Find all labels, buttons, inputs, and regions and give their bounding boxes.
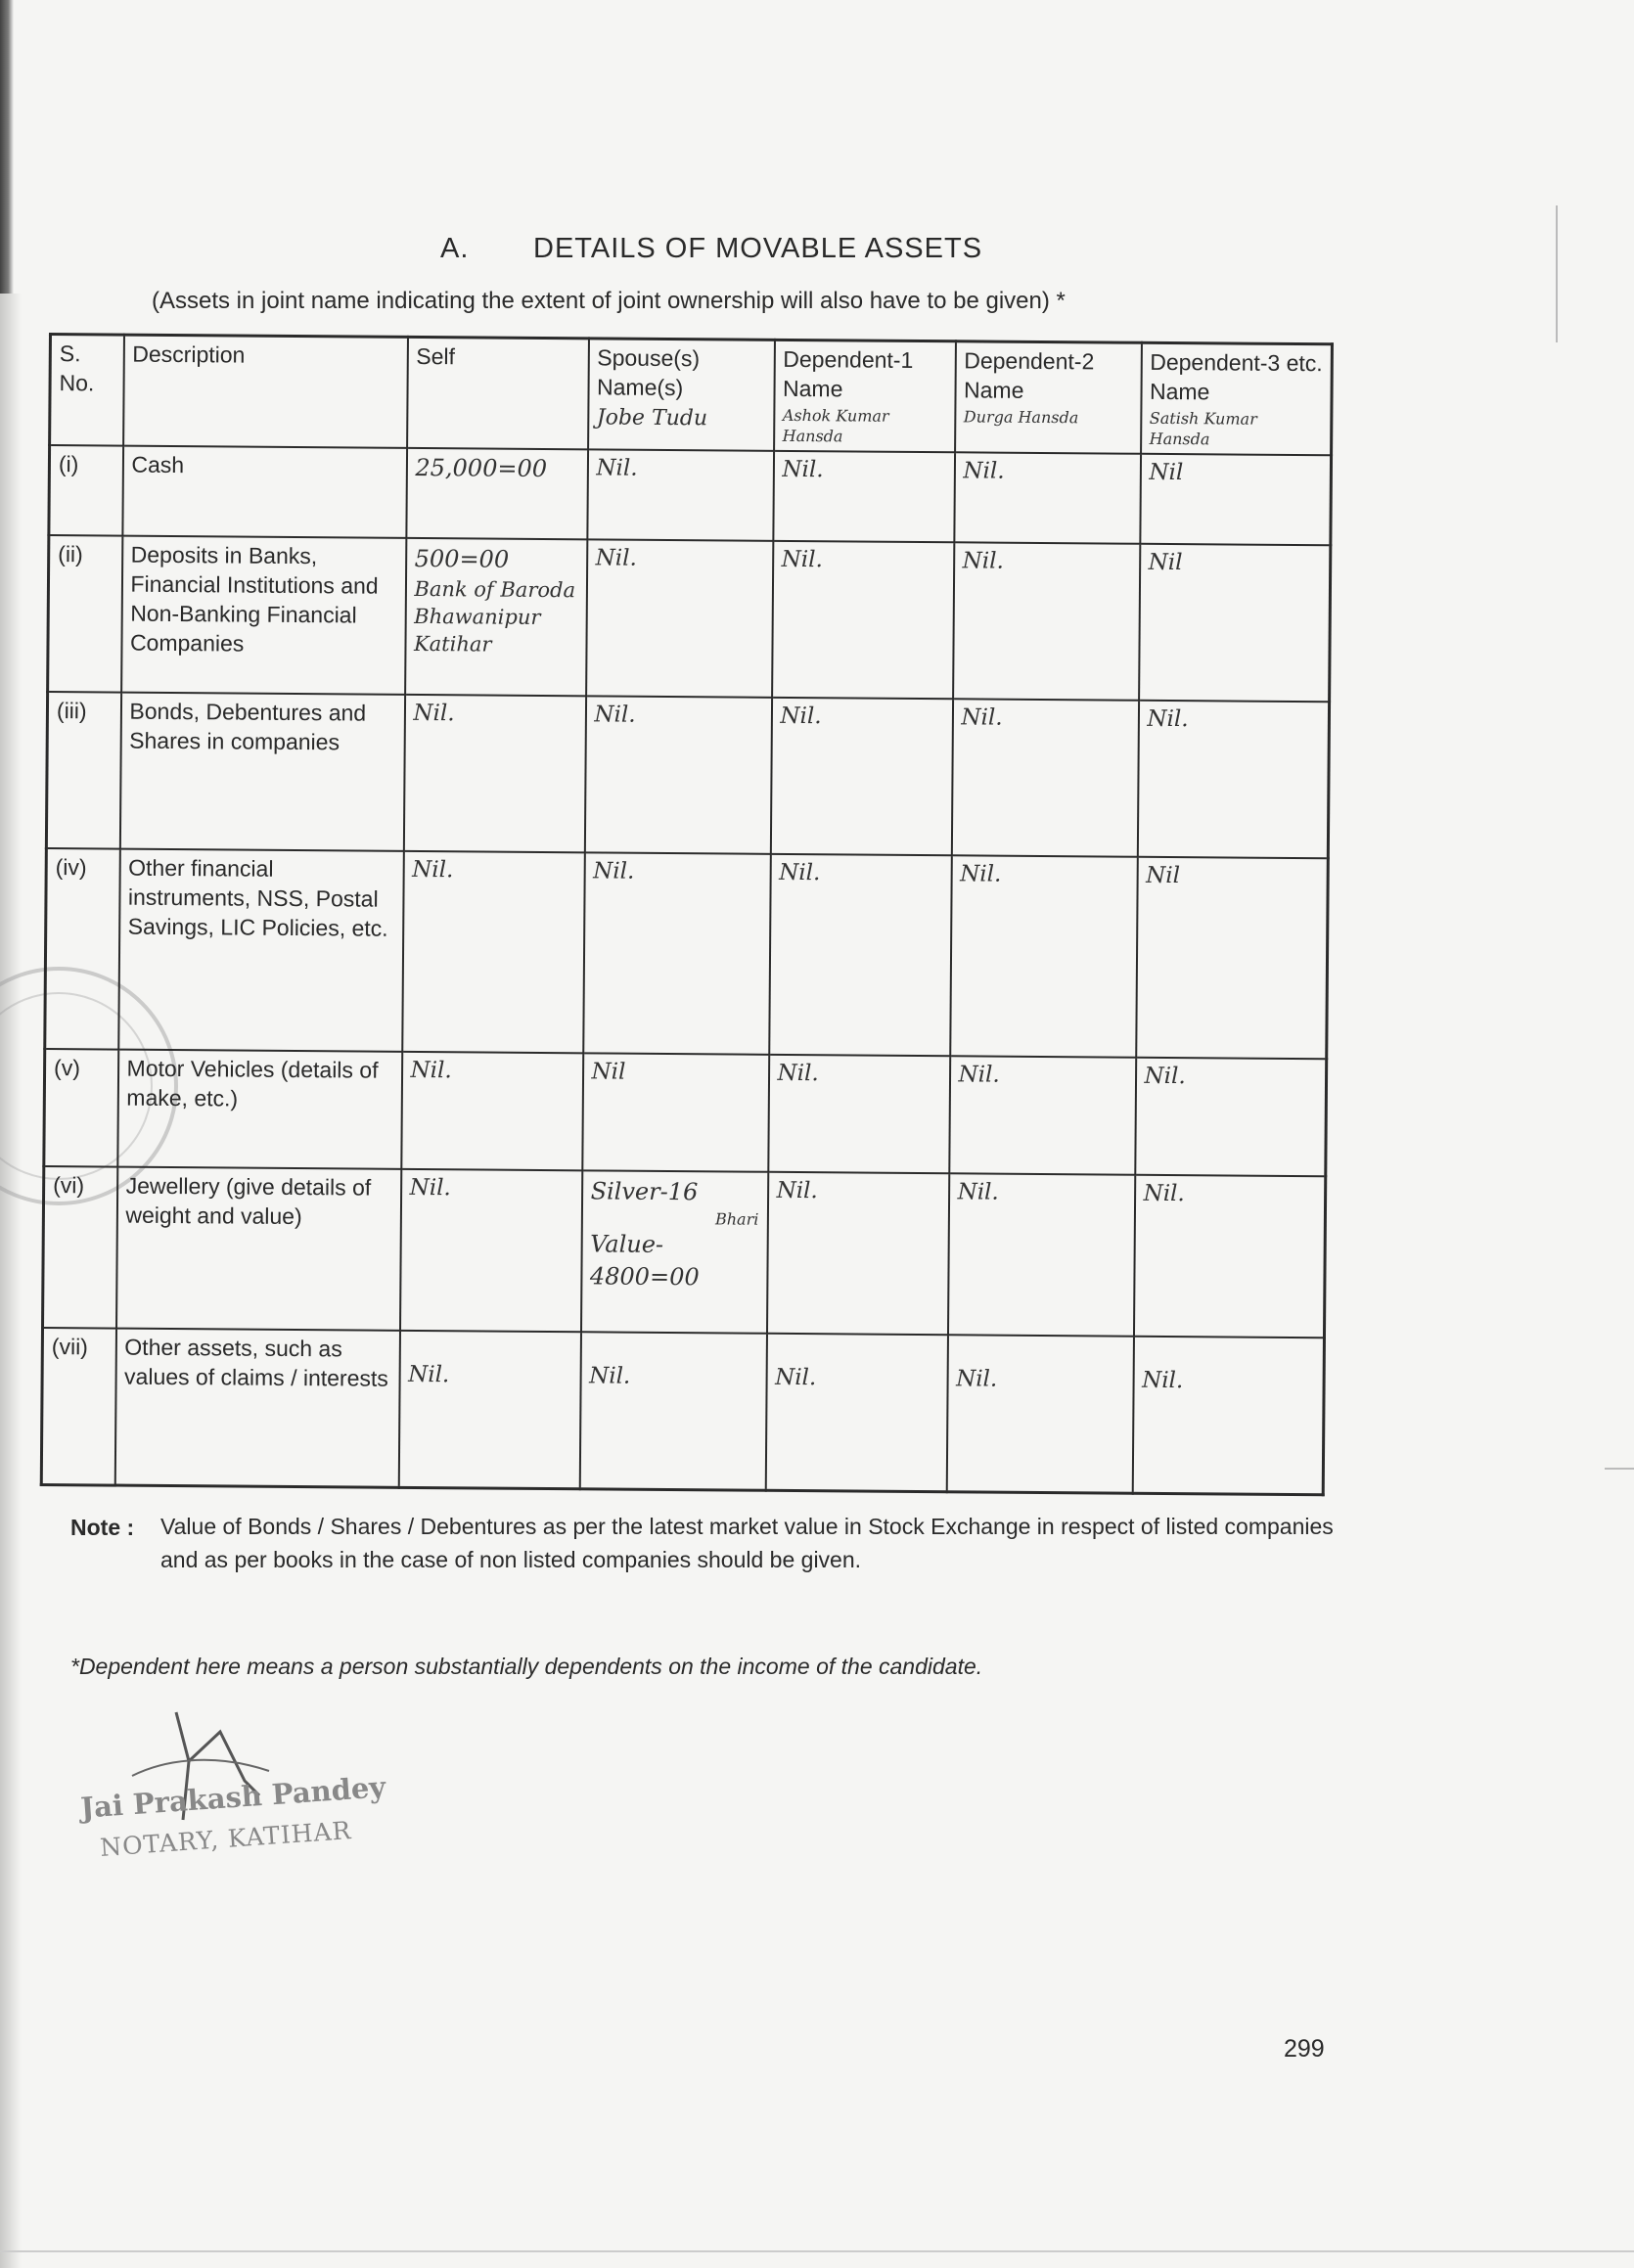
movable-assets-table [40,333,1334,1496]
row-description: Other financial instruments, NSS, Postal Savings, LIC Policies, etc. [118,849,404,1052]
table-row [46,692,1329,858]
header-dependent-3-name: Satish Kumar Hansda [1149,408,1257,448]
header-description: Description [123,335,408,448]
header-dependent-2-label: Dependent-2 Name [963,347,1095,403]
cell-dependent-2: Nil. [946,1336,1133,1493]
cell-spouse: Nil. [583,853,771,1055]
cell-dependent-1: Nil. [768,1055,950,1173]
cell-dependent-3: Nil. [1132,1337,1324,1495]
row-description: Jewellery (give details of weight and value) [116,1167,401,1331]
scan-artifact [1556,205,1558,342]
table-row [43,1166,1326,1338]
cell-spouse: Nil. [586,540,773,698]
notary-place: NOTARY, KATIHAR [99,1816,353,1862]
row-sno: (v) [44,1049,118,1167]
section-letter: A. [440,233,470,264]
header-dependent-3 [1141,342,1333,455]
cell-dependent-3: Nil [1140,454,1332,546]
row-description: Cash [122,446,407,538]
cell-spouse-jewellery-value: 4800=00 [589,1262,700,1291]
header-dependent-2-name: Durga Hansda [963,407,1079,428]
cell-dependent-2: Nil. [953,543,1140,701]
cell-dependent-1: Nil. [772,541,954,699]
cell-dependent-1: Nil. [766,1172,948,1335]
header-spouse-name: Jobe Tudu [596,405,708,431]
cell-dependent-3: Nil [1139,544,1331,703]
cell-spouse-jewellery-weight: Silver-16 [590,1177,699,1206]
cell-self-bank-note: Bank of Baroda Bhawanipur Katihar [413,576,576,658]
cell-dependent-2: Nil. [947,1174,1134,1337]
row-description: Bonds, Debentures and Shares in companies [119,693,404,851]
row-description: Deposits in Banks, Financial Institutions and Non-Banking Financial Companies [121,536,406,695]
cell-dependent-1: Nil. [773,451,955,542]
header-sno: S. No. [50,335,124,446]
row-sno: (iv) [45,848,120,1050]
table-row [49,445,1332,545]
cell-dependent-1: Nil. [769,854,952,1056]
row-sno: (ii) [48,535,122,693]
cell-dependent-3: Nil. [1133,1175,1325,1338]
cell-self: Nil. [398,1331,580,1488]
cell-spouse: Nil. [579,1333,766,1490]
cell-self: Nil. [401,1052,583,1170]
cell-spouse: Nil [582,1054,769,1172]
header-spouse [588,339,775,451]
row-sno: (i) [49,445,123,536]
cell-dependent-1: Nil. [765,1334,947,1491]
header-dependent-3-label: Dependent-3 etc. Name [1149,348,1323,405]
cell-dependent-1: Nil. [770,698,952,855]
header-dependent-2 [955,341,1142,454]
cell-spouse-jewellery-unit: Bhari [714,1209,759,1229]
cell-dependent-3: Nil. [1135,1058,1327,1177]
cell-spouse: Nil. [584,697,771,854]
scan-left-edge [0,0,14,294]
header-dependent-1-name: Ashok Kumar Hansda [782,405,889,445]
cell-self: Nil. [399,1169,581,1332]
table-row [41,1328,1324,1494]
notary-name: Jai Prakash Pandey [79,1770,387,1825]
cell-dependent-2: Nil. [951,700,1138,857]
scan-artifact [1605,1468,1634,1470]
note-label: Note : [70,1515,135,1540]
table-header-row [50,335,1333,456]
note-text: Value of Bonds / Shares / Debentures as per the latest market value in Stock Exchange in respect of listed companies and as per books in the case of non listed companies should be given. [160,1514,1334,1572]
cell-self: 25,000=00 [406,448,588,539]
section-subtitle: (Assets in joint name indicating the extent of joint ownership will also have to be given) * [152,288,1066,314]
header-spouse-label: Spouse(s) Name(s) [596,344,701,400]
section-title [440,233,982,265]
scan-artifact [0,2250,1634,2252]
cell-dependent-2: Nil. [949,1057,1136,1175]
page-number: 299 [1284,2035,1325,2063]
header-dependent-1-label: Dependent-1 Name [782,345,914,402]
cell-self [405,538,587,696]
header-self: Self [407,337,589,449]
scan-left-shadow [0,294,22,2268]
table-row [44,1049,1327,1176]
cell-self: Nil. [402,851,585,1053]
section-title-text: DETAILS OF MOVABLE ASSETS [533,233,983,264]
row-description: Other assets, such as values of claims / interests [114,1329,399,1487]
cell-dependent-2: Nil. [954,453,1141,544]
cell-spouse [580,1171,767,1334]
cell-dependent-3: Nil [1136,857,1329,1060]
table-row [45,848,1329,1059]
cell-dependent-3: Nil. [1137,701,1329,859]
row-sno: (iii) [46,692,120,849]
cell-dependent-2: Nil. [950,856,1138,1058]
row-description: Motor Vehicles (details of make, etc.) [117,1050,402,1169]
row-sno: (vi) [43,1166,117,1329]
note-block [70,1512,1338,1576]
header-dependent-1 [774,340,956,452]
row-sno: (vii) [41,1328,115,1485]
cell-self: Nil. [403,695,585,852]
cell-self-amount: 500=00 [414,545,510,574]
table-row [48,535,1331,702]
dependent-definition-note: *Dependent here means a person substantially dependents on the income of the candidate. [70,1654,983,1679]
cell-spouse: Nil. [587,450,774,541]
cell-spouse-jewellery-value-label: Value- [590,1230,664,1259]
